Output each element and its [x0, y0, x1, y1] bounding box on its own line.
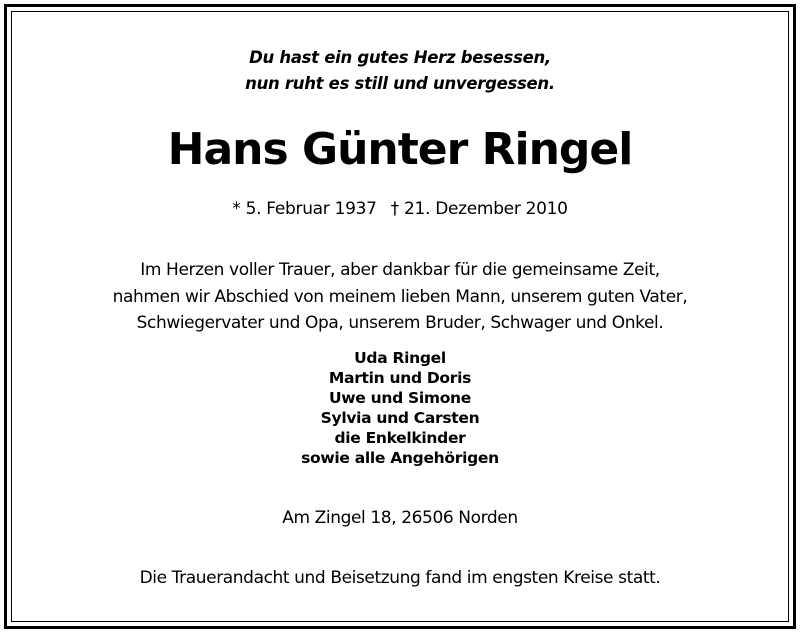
quote-line-1: Du hast ein gutes Herz besessen, — [249, 48, 551, 67]
quote-line-2: nun ruht es still und unvergessen. — [245, 74, 555, 93]
deceased-name: Hans Günter Ringel — [167, 124, 633, 175]
mourner-name: Uwe und Simone — [329, 389, 471, 407]
death-date: † 21. Dezember 2010 — [390, 199, 568, 219]
message-line-1: Im Herzen voller Trauer, aber dankbar für die gemeinsame Zeit, — [140, 260, 660, 280]
mourner-name: die Enkelkinder — [334, 429, 466, 447]
life-dates — [0, 199, 800, 219]
message-line-2: nahmen wir Abschied von meinem lieben Mann, unserem guten Vater, — [112, 287, 688, 307]
mourner-name: Uda Ringel — [354, 349, 446, 367]
mourner-name: Martin und Doris — [328, 369, 472, 387]
address: Am Zingel 18, 26506 Norden — [282, 508, 518, 528]
birth-date: * 5. Februar 1937 — [232, 199, 377, 219]
mourner-name: sowie alle Angehörigen — [301, 449, 499, 467]
mourner-name: Sylvia und Carsten — [320, 409, 480, 427]
closing-note: Die Trauerandacht und Beisetzung fand im engsten Kreise statt. — [139, 568, 661, 588]
message-line-3: Schwiegervater und Opa, unserem Bruder, Schwager und Onkel. — [136, 313, 664, 333]
